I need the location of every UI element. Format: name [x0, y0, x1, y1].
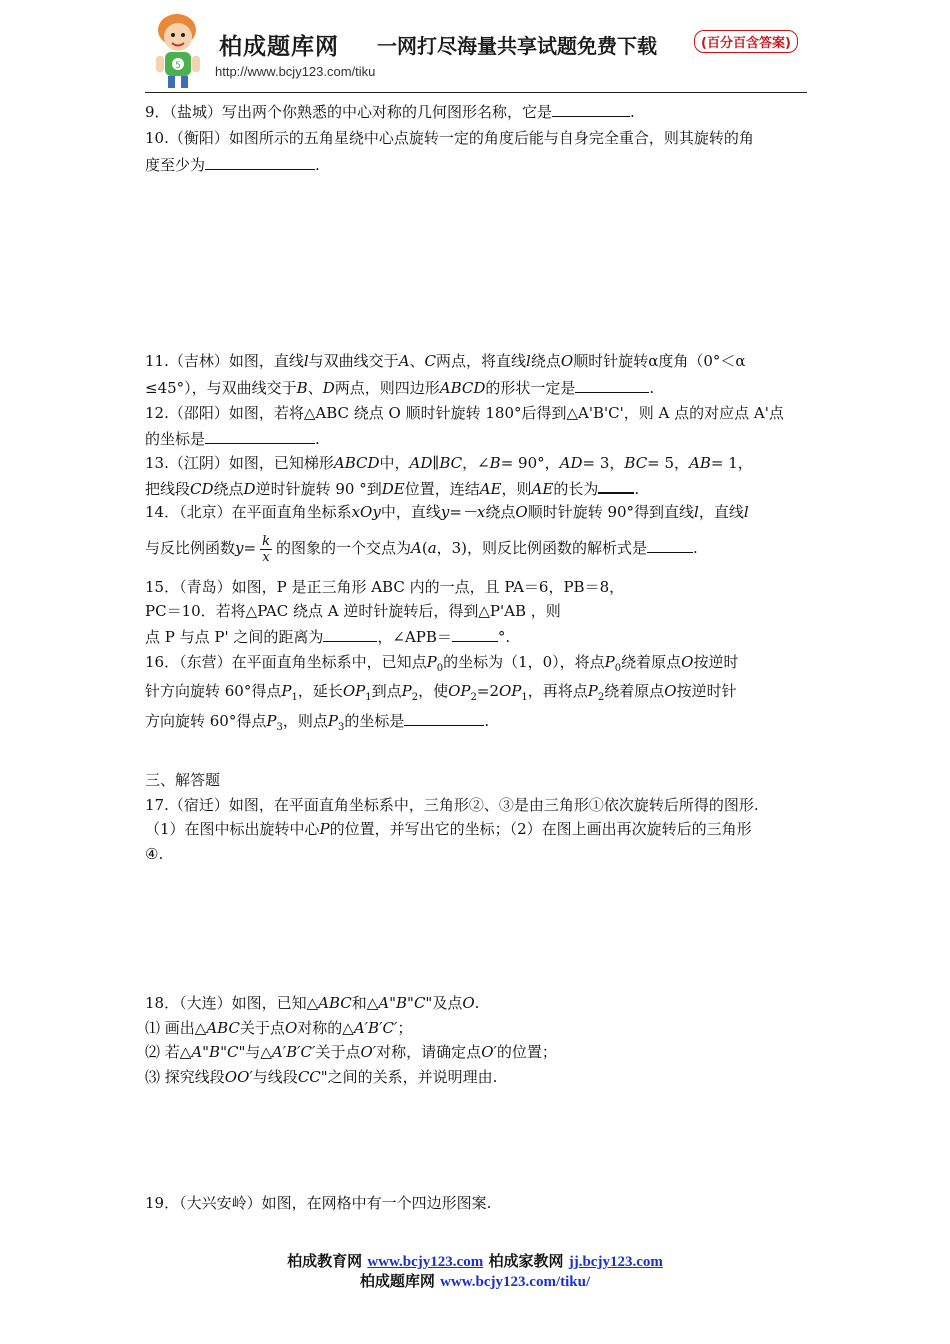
question-11-line2: ≤45°），与双曲线交于B、D两点，则四边形ABCD的形状一定是 . — [145, 379, 655, 397]
question-15-line1: 15．（青岛）如图，P 是正三角形 ABC 内的一点，且 PA＝6，PB＝8， — [145, 578, 625, 596]
answer-blank — [452, 626, 498, 642]
footer-tiku-url: www.bcjy123.com/tiku/ — [440, 1274, 591, 1290]
svg-text:5: 5 — [175, 61, 181, 71]
question-19: 19．（大兴安岭）如图，在网格中有一个四边形图案. — [145, 1194, 492, 1212]
question-18-line1: 18．（大连）如图，已知△ABC和△A"B"C"及点O. — [145, 994, 480, 1012]
question-12-line1: 12.（邵阳）如图，若将△ABC 绕点 O 顺时针旋转 180°后得到△A'B'C'，则 A 点的对应点 A'点 — [145, 404, 784, 422]
answer-blank — [598, 477, 634, 494]
question-18-part2: ⑵ 若△A"B"C"与△A′B′C′关于点O′对称，请确定点O′的位置； — [145, 1043, 557, 1061]
header-divider — [145, 92, 807, 93]
site-slogan: 一网打尽海量共享试题免费下载 — [377, 34, 657, 58]
section-title: 三、解答题 — [145, 771, 221, 789]
question-13-line1: 13.（江阴）如图，已知梯形ABCD中，AD∥BC，∠B= 90°，AD= 3，BC= 5，AB= 1， — [145, 454, 753, 472]
question-16-line2: 针方向旋转 60°得点$P_1$，延长$OP_1$到点$P_2$，使$OP_2=2OP_1$，再将点$P_2$绕着原点O按逆时针 — [145, 682, 737, 703]
fraction-k-over-x: $\frac{k}{x}$ — [262, 533, 270, 565]
answer-blank — [552, 101, 630, 117]
header-url: http://www.bcjy123.com/tiku — [215, 64, 376, 79]
answer-blank — [575, 377, 649, 393]
page-header — [145, 8, 807, 93]
question-16-line3: 方向旋转 60°得点$P_3$，则点$P_3$的坐标是 . — [145, 712, 490, 733]
question-15-line2: PC＝10．若将△PAC 绕点 A 逆时针旋转后，得到△P'AB ，则 — [145, 602, 561, 620]
question-14-line2: 与反比例函数y= $\frac{k}{x}$ 的图象的一个交点为A(a，3)，则反比例函数的解析式是 . — [145, 533, 698, 565]
question-14-line1: 14．（北京）在平面直角坐标系xOy中，直线y=－x绕点O顺时针旋转 90°得到直线l，直线l — [145, 503, 749, 521]
answer-blank — [647, 537, 693, 553]
mascot-logo-icon — [147, 10, 209, 92]
question-12-line2: 的坐标是 . — [145, 430, 320, 448]
question-13-line2: 把线段CD绕点D逆时针旋转 90 °到DE位置，连结AE，则AE的长为 . — [145, 477, 807, 499]
question-10-line2: 度至少为 . — [145, 156, 320, 174]
question-17-line3: ④. — [145, 845, 164, 863]
footer-line2: 柏成题库网 www.bcjy123.com/tiku/ — [359, 1272, 591, 1290]
answer-badge: (百分百含答案) — [694, 30, 798, 53]
question-18-part3: ⑶ 探究线段OO′与线段CC"之间的关系，并说明理由. — [145, 1068, 498, 1086]
answer-blank — [404, 710, 484, 726]
footer-link-jj[interactable]: jj.bcjy123.com — [568, 1254, 663, 1270]
footer-link-main[interactable]: www.bcjy123.com — [367, 1254, 484, 1270]
question-9: 9．（盐城）写出两个你熟悉的中心对称的几何图形名称，它是 . — [145, 103, 635, 121]
footer-line1: 柏成教育网 www.bcjy123.com 柏成家教网 jj.bcjy123.com — [287, 1252, 663, 1270]
answer-blank — [205, 154, 315, 170]
question-17-line1: 17.（宿迁）如图，在平面直角坐标系中，三角形②、③是由三角形①依次旋转后所得的图形. — [145, 796, 759, 814]
question-17-line2: （1）在图中标出旋转中心P的位置，并写出它的坐标；（2）在图上画出再次旋转后的三角形 — [145, 820, 752, 838]
question-11-line1: 11.（吉林）如图，直线l与双曲线交于A、C两点，将直线l绕点O顺时针旋转α度角（0°＜α — [145, 352, 746, 370]
question-15-line3: 点 P 与点 P' 之间的距离为 ，∠APB＝ °. — [145, 628, 511, 646]
site-name: 柏成题库网 — [219, 34, 339, 60]
question-18-part1: ⑴ 画出△ABC关于点O对称的△A′B′C′； — [145, 1019, 413, 1037]
question-10-line1: 10.（衡阳）如图所示的五角星绕中心点旋转一定的角度后能与自身完全重合，则其旋转的角 — [145, 129, 754, 147]
answer-blank — [205, 428, 315, 444]
answer-blank — [323, 626, 377, 642]
question-16-line1: 16．（东营）在平面直角坐标系中，已知点$P_0$的坐标为（1，0），将点$P_0$绕着原点O按逆时 — [145, 653, 739, 674]
